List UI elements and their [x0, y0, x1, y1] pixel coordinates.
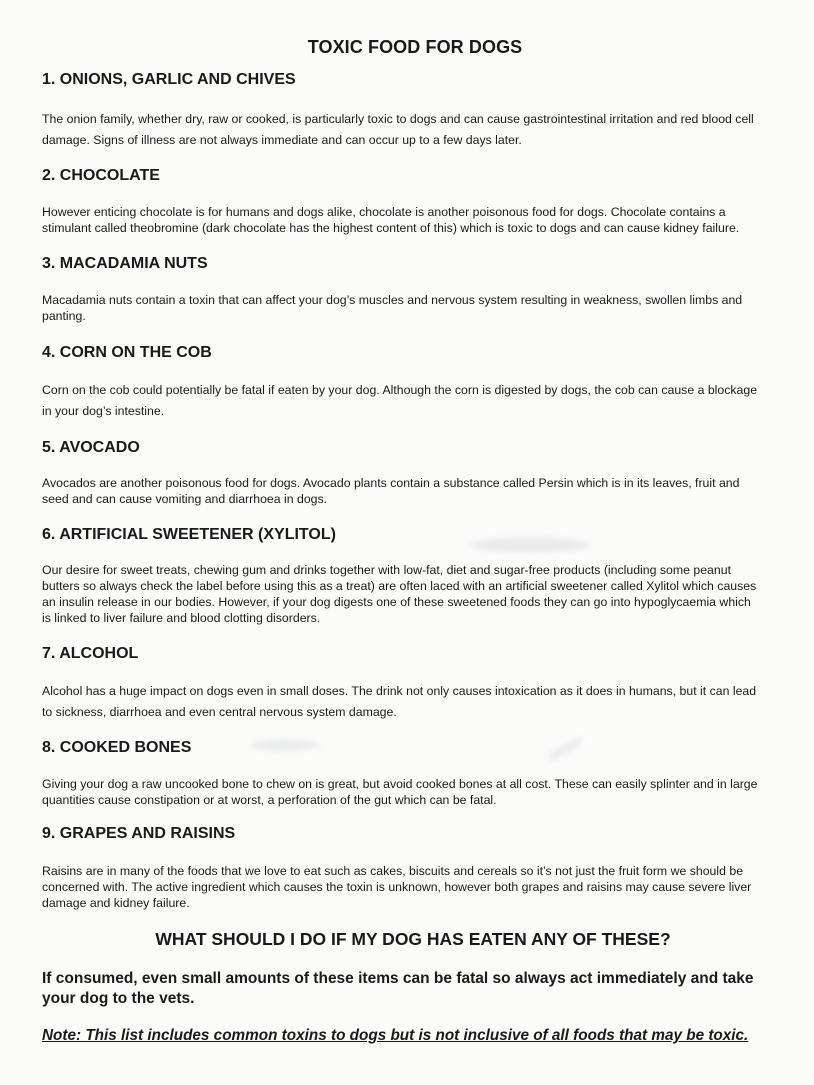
- section-body: [42, 109, 782, 151]
- section-chocolate: [42, 166, 782, 236]
- section-body: [42, 292, 782, 324]
- section-heading: 6. ARTIFICIAL SWEETENER (XYLITOL): [42, 526, 336, 543]
- body-line: Our desire for sweet treats, chewing gum and drinks together with low-fat, diet and sugar-free products (including some peanut: [42, 563, 731, 577]
- section-heading: 5. AVOCADO: [42, 439, 140, 456]
- body-line: Alcohol has a huge impact on dogs even in small doses. The drink not only causes intoxication as it does in humans, but it can lead: [42, 684, 757, 698]
- body-line: Giving your dog a raw uncooked bone to chew on is great, but avoid cooked bones at all cost. These can easily splinter and in large: [42, 777, 758, 791]
- section-bones: [42, 738, 782, 808]
- body-line: in your dog’s intestine.: [42, 404, 165, 418]
- section-onions: [42, 70, 782, 151]
- section-alcohol: [42, 644, 782, 723]
- section-heading: 3. MACADAMIA NUTS: [42, 255, 208, 272]
- section-macadamia: [42, 254, 782, 324]
- body-line: an insulin release in our bodies. However, if your dog digests one of these sweetened foods they can go into hypoglycaemia which: [42, 595, 751, 609]
- warning-line: your dog to the vets.: [42, 990, 195, 1007]
- body-line: to sickness, diarrhoea and even central nervous system damage.: [42, 705, 397, 719]
- section-body: [42, 863, 782, 911]
- section-heading: 7. ALCOHOL: [42, 645, 139, 662]
- body-line: However enticing chocolate is for humans and dogs alike, chocolate is another poisonous food for dogs. Chocolate contains a: [42, 205, 726, 219]
- section-body: [42, 204, 782, 236]
- body-line: Corn on the cob could potentially be fatal if eaten by your dog. Although the corn is digested by dogs, the cob can cause a blockage: [42, 383, 758, 397]
- body-line: is linked to liver failure and blood clotting disorders.: [42, 611, 321, 625]
- section-body: [42, 776, 782, 808]
- section-xylitol: [42, 525, 782, 626]
- section-heading: 2. CHOCOLATE: [42, 167, 160, 184]
- section-heading: 4. CORN ON THE COB: [42, 344, 212, 361]
- page-title: TOXIC FOOD FOR DOGS: [307, 37, 523, 57]
- body-line: seed and can cause vomiting and diarrhoea in dogs.: [42, 492, 328, 506]
- body-line: damage. Signs of illness are not always immediate and can occur up to a few days later.: [42, 133, 522, 147]
- section-body: [42, 380, 782, 422]
- consume-warning: [42, 969, 792, 1009]
- body-line: panting.: [42, 309, 86, 323]
- body-line: concerned with. The active ingredient which causes the toxin is unknown, however both grapes and raisins may cause severe liver: [42, 880, 752, 894]
- body-line: butters so always check the label before using this as a treat) are often laced with an artificial sweetener called Xylitol which causes: [42, 579, 757, 593]
- disclaimer-note: Note: This list includes common toxins to dogs but is not inclusive of all foods that may be toxic.: [42, 1027, 749, 1044]
- section-body: [42, 681, 782, 723]
- section-grapes: [42, 824, 782, 911]
- section-corn: [42, 343, 782, 422]
- what-to-do-heading: WHAT SHOULD I DO IF MY DOG HAS EATEN ANY OF THESE?: [155, 929, 671, 949]
- section-body: [42, 562, 782, 626]
- body-line: stimulant called theobromine (dark chocolate has the highest content of this) which is toxic to dogs and can cause kidney failure.: [42, 221, 740, 235]
- body-line: The onion family, whether dry, raw or cooked, is particularly toxic to dogs and can cause gastrointestinal irritation and red blood cell: [42, 112, 754, 126]
- body-line: Raisins are in many of the foods that we love to eat such as cakes, biscuits and cereals so it’s not just the fruit form we should be: [42, 864, 744, 878]
- section-heading: 8. COOKED BONES: [42, 739, 192, 756]
- body-line: quantities cause constipation or at worst, a perforation of the gut which can be fatal.: [42, 793, 497, 807]
- section-body: [42, 475, 782, 507]
- body-line: Macadamia nuts contain a toxin that can affect your dog’s muscles and nervous system resulting in weakness, swollen limbs and: [42, 293, 743, 307]
- section-avocado: [42, 438, 782, 507]
- body-line: Avocados are another poisonous food for dogs. Avocado plants contain a substance called Persin which is in its leaves, fruit and: [42, 476, 740, 490]
- warning-line: If consumed, even small amounts of these items can be fatal so always act immediately and take: [42, 970, 754, 987]
- body-line: damage and kidney failure.: [42, 896, 190, 910]
- section-heading: 1. ONIONS, GARLIC AND CHIVES: [42, 71, 296, 88]
- section-heading: 9. GRAPES AND RAISINS: [42, 825, 236, 842]
